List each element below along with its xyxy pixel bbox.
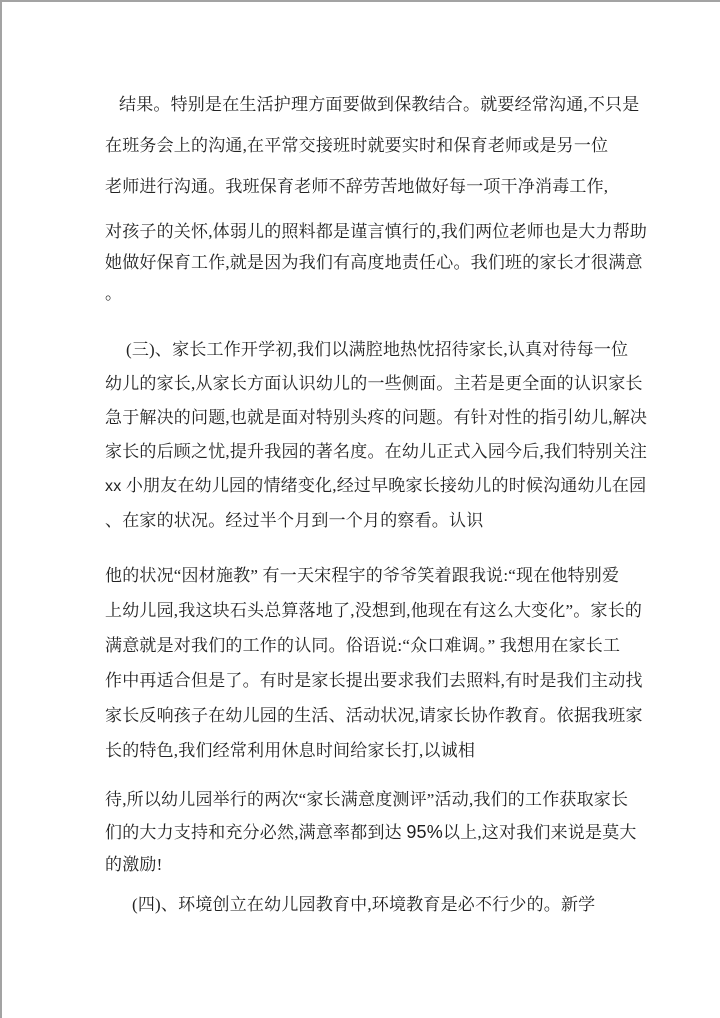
paragraph-care-results: [105, 84, 660, 207]
text-line: 她做好保育工作,就是因为我们有高度地责任心。我们班的家长才很满意: [105, 253, 643, 272]
text-line: 的激励!: [105, 855, 163, 874]
text-line: (四)、环境创立在幼儿园教育中,环境教育是必不行少的。新学: [132, 895, 596, 914]
paragraph-childcare-support: [105, 216, 660, 309]
paragraph-section-three-parent-work: [105, 333, 660, 538]
paragraph-section-four-environment: [105, 887, 660, 922]
text-line: 在班务会上的沟通,在平常交接班时就要实时和保育老师或是另一位: [105, 136, 609, 155]
text-run: 以上,这对我们来说是莫大: [442, 823, 637, 842]
text-line: [105, 469, 660, 504]
text-line: 满意就是对我们的工作的认同。俗语说:“众口难调。” 我想用在家长工: [105, 636, 621, 655]
text-line: 长的特色,我们经常利用休息时间给家长打,以诚相: [105, 741, 476, 760]
document-body: [2, 2, 720, 922]
paragraph-satisfaction-survey: [105, 784, 660, 881]
text-line: 待,所以幼儿园举行的两次“家长满意度测评”活动,我们的工作获取家长: [105, 790, 629, 809]
text-line: 上幼儿园,我这块石头总算落地了,没想到,他现在有这么大变化”。家长的: [105, 601, 643, 620]
text-line: 、在家的状况。经过半个月到一个月的察看。认识: [105, 511, 484, 530]
text-line: 他的状况“因材施教” 有一天宋程宇的爷爷笑着跟我说:“现在他特别爱: [105, 566, 620, 585]
text-line: [105, 816, 660, 849]
text-line: 作中再适合但是了。有时是家长提出要求我们去照料,有时是我们主动找: [105, 671, 643, 690]
text-line: 老师进行沟通。我班保育老师不辞劳苦地做好每一项干净消毒工作,: [105, 177, 609, 196]
text-line: 急于解决的问题,也就是面对特别头疼的问题。有针对性的指引幼儿,解决: [105, 408, 648, 427]
text-run: 小朋友在幼儿园的情绪变化,经过早晚家长接幼儿的时候沟通幼儿在园: [121, 476, 647, 495]
text-line: 家长反响孩子在幼儿园的生活、活动状况,请家长协作教育。依据我班家: [105, 706, 643, 725]
text-line: 对孩子的关怀,体弱儿的照料都是谨言慎行的,我们两位老师也是大力帮助: [105, 222, 648, 241]
text-run: 们的大力支持和充分必然,满意率都到达: [105, 823, 407, 842]
text-run-satisfaction-rate: 95%: [406, 822, 443, 842]
text-line: 幼儿的家长,从家长方面认识幼儿的一些侧面。主若是更全面的认识家长: [105, 374, 643, 393]
paragraph-parent-feedback: [105, 558, 660, 768]
text-run-child-name: xx: [105, 478, 122, 495]
text-line: 结果。特别是在生活护理方面要做到保教结合。就要经常沟通,不只是: [119, 95, 640, 114]
text-line: (三)、家长工作开学初,我们以满腔地热忱招待家长,认真对待每一位: [126, 340, 629, 359]
text-line: 。: [105, 284, 123, 303]
text-line: 家长的后顾之忧,提升我园的著名度。在幼儿正式入园今后,我们特别关注: [105, 442, 648, 461]
